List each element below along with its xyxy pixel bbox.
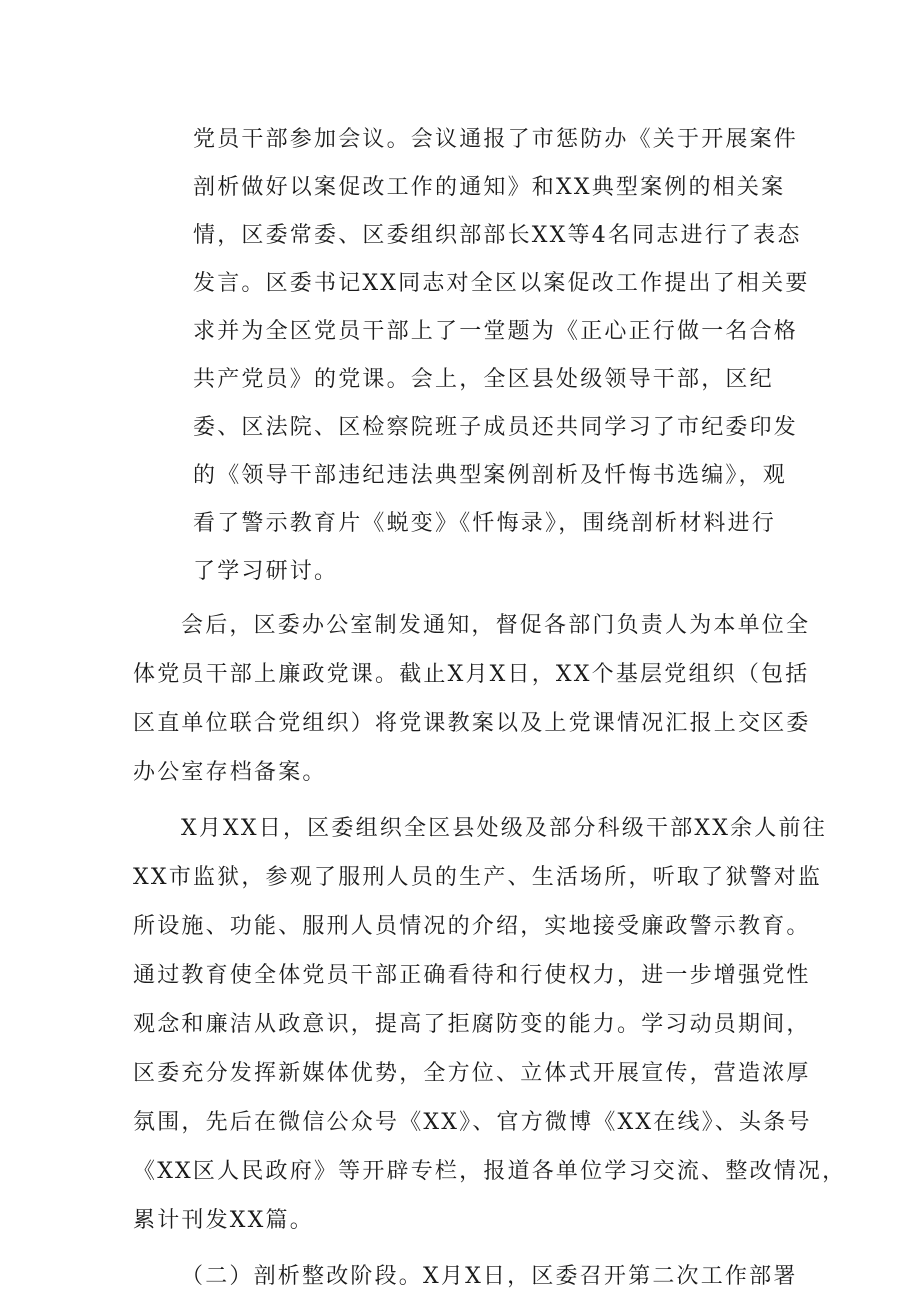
paragraph2-line-5: 观念和廉洁从政意识，提高了拒腐防变的能力。学习动员期间， [133,1012,811,1037]
block-line-2: 剖析做好以案促改工作的通知》和XX典型案例的相关案 [193,175,786,200]
block-line-9: 看了警示教育片《蜕变》《忏悔录》，围绕剖析材料进行 [193,511,777,536]
block-line-1: 党员干部参加会议。会议通报了市惩防办《关于开展案件 [193,127,799,152]
paragraph2-line-7: 氛围，先后在微信公众号《XX》、官方微博《XX在线》、头条号 [133,1110,812,1135]
paragraph2-line-6: 区委充分发挥新媒体优势，全方位、立体式开展宣传，营造浓厚 [133,1061,811,1086]
paragraph1-line-3: 区直单位联合党组织）将党课教案以及上党课情况汇报上交区委 [133,711,811,736]
paragraph2-line-3: 所设施、功能、服刑人员情况的介绍，实地接受廉政警示教育。 [133,914,811,939]
paragraph1-line-4: 办公室存档备案。 [133,760,327,785]
block-line-10: 了学习研讨。 [193,559,339,584]
paragraph2-line-4: 通过教育使全体党员干部正确看待和行使权力，进一步增强党性 [133,963,811,988]
section-heading: （二）剖析整改阶段。X月X日，区委召开第二次工作部署 [181,1264,798,1289]
block-line-4: 发言。区委书记XX同志对全区以案促改工作提出了相关要 [193,271,810,296]
paragraph2-line-9: 累计刊发XX篇。 [133,1208,314,1233]
paragraph1-line-2: 体党员干部上廉政党课。截止X月X日，XX个基层党组织（包括 [133,662,810,687]
paragraph2-line-8: 《XX区人民政府》等开辟专栏，报道各单位学习交流、整改情况， [133,1159,847,1184]
block-line-3: 情，区委常委、区委组织部部长XX等4名同志进行了表态 [193,223,802,248]
block-line-7: 委、区法院、区检察院班子成员还共同学习了市纪委印发 [193,415,799,440]
block-line-8: 的《领导干部违纪违法典型案例剖析及忏悔书选编》，观 [193,463,788,488]
paragraph1-line-1: 会后，区委办公室制发通知，督促各部门负责人为本单位全 [181,613,811,638]
paragraph2-line-2: XX市监狱，参观了服刑人员的生产、生活场所，听取了狱警对监 [133,865,823,890]
block-line-6: 共产党员》的党课。会上，全区县处级领导干部，区纪 [193,367,774,392]
paragraph2-line-1: X月XX日，区委组织全区县处级及部分科级干部XX余人前往 [181,816,827,841]
block-line-5: 求并为全区党员干部上了一堂题为《正心正行做一名合格 [193,319,799,344]
